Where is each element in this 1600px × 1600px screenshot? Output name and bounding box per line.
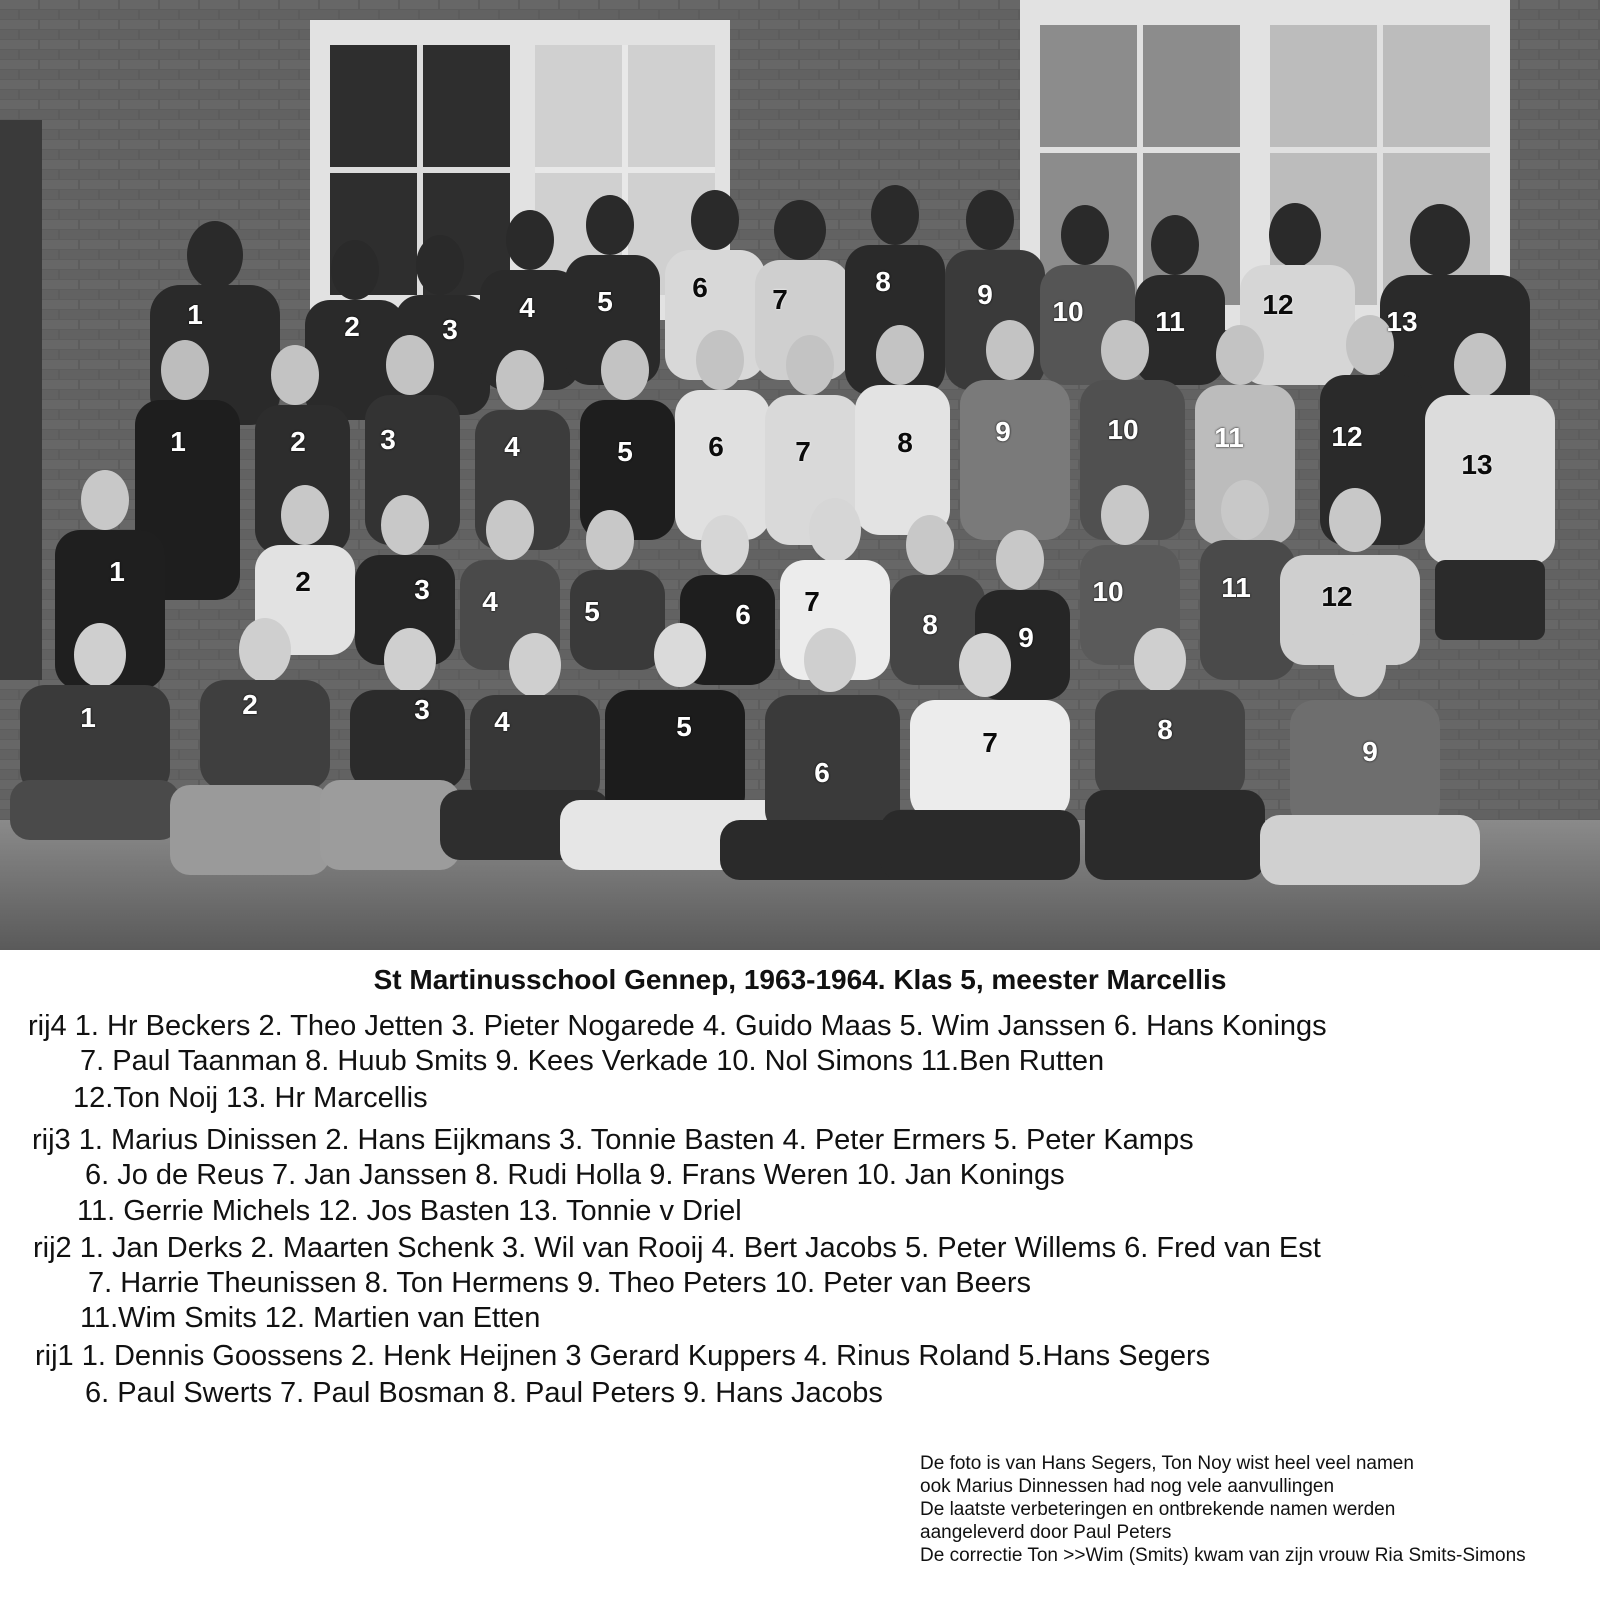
rij1-line-2: 6. Paul Swerts 7. Paul Bosman 8. Paul Peters 9. Hans Jacobs: [85, 1377, 883, 1409]
row3-label-1: 1: [170, 426, 186, 457]
row2-label-10: 10: [1092, 576, 1124, 607]
credits-line-5: De correctie Ton >>Wim (Smits) kwam van zijn vrouw Ria Smits-Simons: [920, 1545, 1526, 1566]
row2-label-4: 4: [482, 586, 498, 617]
row2-label-5: 5: [584, 596, 600, 627]
caption-area: [0, 952, 1600, 1600]
row4-label-3: 3: [442, 314, 458, 345]
row2-label-12: 12: [1321, 581, 1353, 612]
row4-label-2: 2: [344, 311, 360, 342]
row4-label-11: 11: [1155, 306, 1185, 337]
row3-label-10: 10: [1107, 414, 1139, 445]
row4-label-7: 7: [772, 284, 788, 315]
rij3-line-1: rij3 1. Marius Dinissen 2. Hans Eijkmans 3. Tonnie Basten 4. Peter Ermers 5. Peter Kamps: [32, 1124, 1194, 1156]
row1-label-7: 7: [982, 727, 998, 758]
row3-label-11: 11: [1214, 422, 1244, 453]
row4-label-4: 4: [519, 292, 535, 323]
rij3-line-2: 6. Jo de Reus 7. Jan Janssen 8. Rudi Holla 9. Frans Weren 10. Jan Konings: [85, 1159, 1065, 1191]
rij1-line-1: rij1 1. Dennis Goossens 2. Henk Heijnen 3 Gerard Kuppers 4. Rinus Roland 5.Hans Segers: [35, 1340, 1211, 1372]
row1-label-4: 4: [494, 706, 510, 737]
row1-label-9: 9: [1362, 736, 1378, 767]
rij4-line-3: 12.Ton Noij 13. Hr Marcellis: [73, 1082, 428, 1114]
row3-label-6: 6: [708, 431, 724, 462]
row2-label-3: 3: [414, 574, 430, 605]
row3-label-13: 13: [1461, 449, 1493, 480]
row3-label-4: 4: [504, 431, 520, 462]
row4-label-12: 12: [1262, 289, 1294, 320]
row4-label-1: 1: [187, 299, 203, 330]
credits-note: [920, 1452, 1526, 1567]
row4-label-5: 5: [597, 286, 613, 317]
row2-label-8: 8: [922, 609, 938, 640]
row1-label-8: 8: [1157, 714, 1173, 745]
row3-label-12: 12: [1331, 421, 1363, 452]
row3-label-8: 8: [897, 427, 913, 458]
credits-line-1: De foto is van Hans Segers, Ton Noy wist heel veel namen: [920, 1453, 1414, 1474]
row3-label-7: 7: [795, 436, 811, 467]
row2-label-2: 2: [295, 566, 311, 597]
row3-label-3: 3: [380, 424, 396, 455]
door: [0, 120, 42, 680]
row1-label-1: 1: [80, 702, 96, 733]
row1-label-5: 5: [676, 711, 692, 742]
caption-title: St Martinusschool Gennep, 1963-1964. Klas 5, meester Marcellis: [373, 964, 1227, 995]
row2-label-11: 11: [1221, 572, 1251, 603]
row2-label-1: 1: [109, 556, 125, 587]
row3-label-2: 2: [290, 426, 306, 457]
row4-label-6: 6: [692, 272, 708, 303]
row1-label-2: 2: [242, 689, 258, 720]
row2-label-6: 6: [735, 599, 751, 630]
rij4-line-2: 7. Paul Taanman 8. Huub Smits 9. Kees Verkade 10. Nol Simons 11.Ben Rutten: [80, 1045, 1105, 1077]
rij3-line-3: 11. Gerrie Michels 12. Jos Basten 13. Tonnie v Driel: [77, 1195, 742, 1227]
row4-label-13: 13: [1386, 306, 1418, 337]
credits-line-4: aangeleverd door Paul Peters: [920, 1522, 1172, 1543]
credits-line-3: De laatste verbeteringen en ontbrekende namen werden: [920, 1499, 1396, 1520]
row1-label-3: 3: [414, 694, 430, 725]
row1-label-6: 6: [814, 757, 830, 788]
rij2-line-1: rij2 1. Jan Derks 2. Maarten Schenk 3. Wil van Rooij 4. Bert Jacobs 5. Peter Willems 6. Fred van Est: [33, 1232, 1321, 1264]
row2-label-9: 9: [1018, 622, 1034, 653]
rij2-line-3: 11.Wim Smits 12. Martien van Etten: [80, 1302, 541, 1334]
rij4-line-1: rij4 1. Hr Beckers 2. Theo Jetten 3. Pieter Nogarede 4. Guido Maas 5. Wim Janssen 6. Hans Konings: [28, 1010, 1327, 1042]
row3-label-9: 9: [995, 416, 1011, 447]
row2-label-7: 7: [804, 586, 820, 617]
row4-label-8: 8: [875, 266, 891, 297]
row4-label-9: 9: [977, 279, 993, 310]
row4-label-10: 10: [1052, 296, 1084, 327]
credits-line-2: ook Marius Dinnessen had nog vele aanvullingen: [920, 1476, 1335, 1497]
rij2-line-2: 7. Harrie Theunissen 8. Ton Hermens 9. Theo Peters 10. Peter van Beers: [88, 1267, 1032, 1299]
row3-label-5: 5: [617, 436, 633, 467]
